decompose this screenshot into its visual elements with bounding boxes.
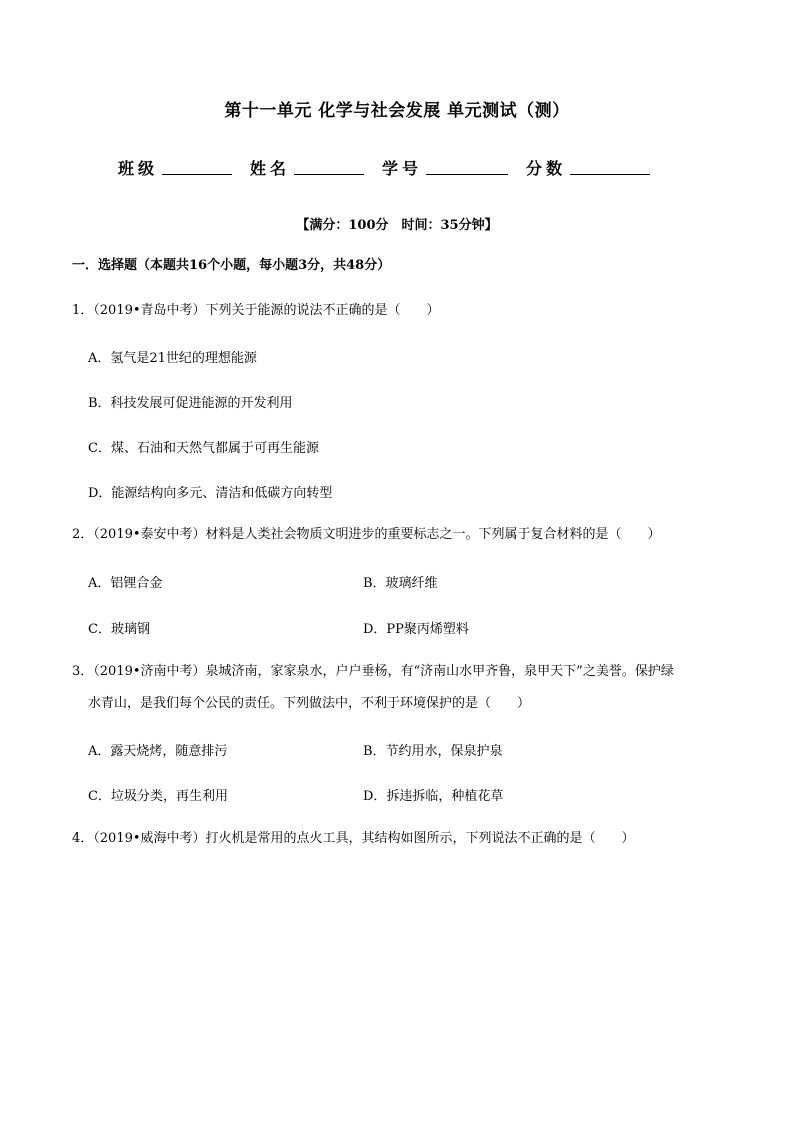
question-3-option-d: D．拆违拆临，种植花草 (363, 789, 504, 804)
question-3-stem-line2: 水青山，是我们每个公民的责任。下列做法中，不利于环境保护的是（ ） (88, 696, 531, 711)
score-field (526, 156, 650, 179)
name-field (250, 156, 364, 179)
class-field (118, 156, 232, 179)
class-blank[interactable] (162, 173, 232, 175)
question-4-stem: 4．（2019•威海中考）打火机是常用的点火工具，其结构如图所示，下列说法不正确的是（ ） (72, 831, 635, 846)
class-label: 班级 (118, 159, 159, 178)
question-3-option-c: C．垃圾分类，再生利用 (88, 789, 228, 804)
question-3-stem-line1: 3．（2019•济南中考）泉城济南，家家泉水，户户垂杨，有“济南山水甲齐鲁，泉甲天下”之美誉。保护绿 (72, 664, 674, 679)
id-field (382, 156, 508, 179)
question-1-option-d: D．能源结构向多元、清洁和低碳方向转型 (88, 486, 333, 501)
score-blank[interactable] (570, 173, 650, 175)
name-label: 姓名 (250, 159, 291, 178)
student-info-row (118, 156, 698, 179)
name-blank[interactable] (294, 173, 364, 175)
question-2-option-c: C．玻璃钢 (88, 622, 150, 637)
section-heading: 一．选择题（本题共16个小题，每小题3分，共48分） (72, 258, 391, 273)
question-2-option-d: D．PP聚丙烯塑料 (363, 622, 469, 637)
question-2-option-b: B．玻璃纤维 (363, 576, 438, 591)
question-1-option-c: C．煤、石油和天然气都属于可再生能源 (88, 441, 319, 456)
question-1-option-b: B．科技发展可促进能源的开发利用 (88, 396, 293, 411)
question-3-option-b: B．节约用水，保泉护泉 (363, 744, 503, 759)
question-1-option-a: A．氢气是21世纪的理想能源 (88, 351, 257, 366)
question-3-option-a: A．露天烧烤，随意排污 (88, 744, 228, 759)
id-label: 学号 (382, 159, 423, 178)
id-blank[interactable] (426, 173, 508, 175)
score-time-info: 【满分：100分 时间：35分钟】 (296, 218, 498, 233)
question-1-stem: 1．（2019•青岛中考）下列关于能源的说法不正确的是（ ） (72, 303, 440, 318)
question-2-stem: 2．（2019•泰安中考）材料是人类社会物质文明进步的重要标志之一。下列属于复合材料的是（ ） (72, 527, 661, 542)
question-2-option-a: A．铝锂合金 (88, 576, 163, 591)
score-label: 分数 (526, 159, 567, 178)
page-title: 第十一单元 化学与社会发展 单元测试（测） (224, 101, 570, 121)
